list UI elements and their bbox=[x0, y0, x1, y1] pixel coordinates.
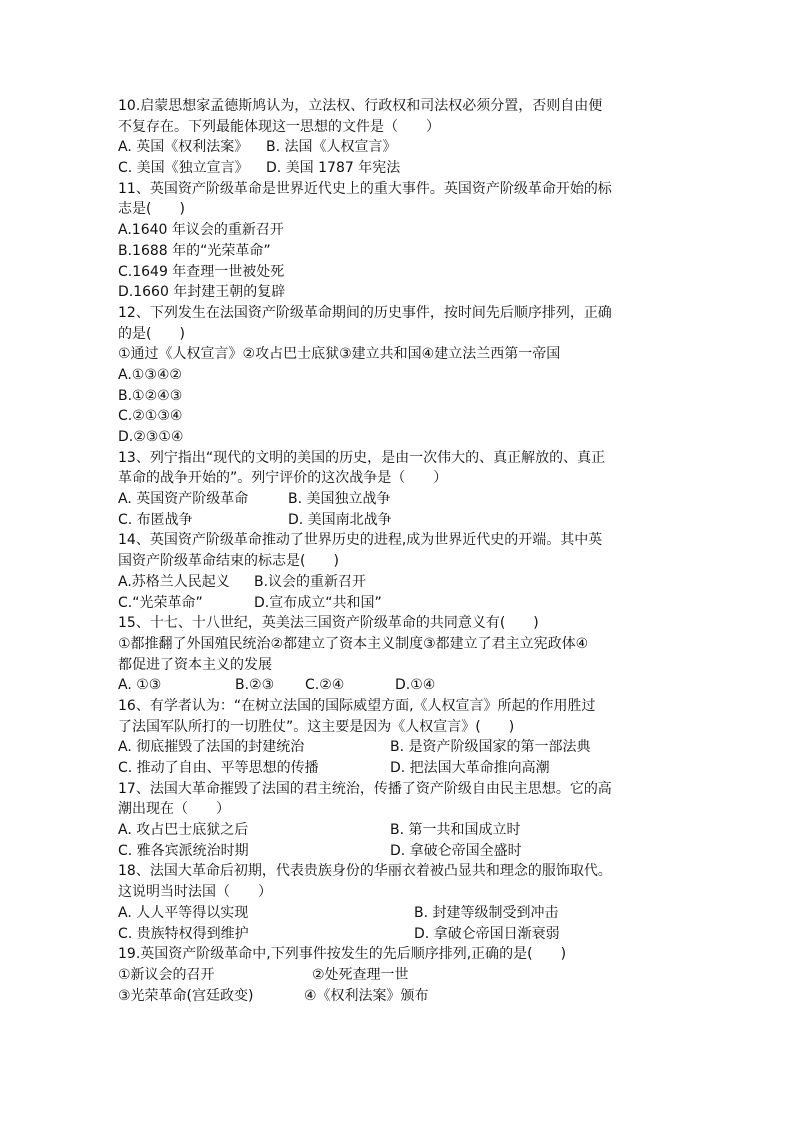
question-stem: 不复存在。下列最能体现这一思想的文件是（ ） bbox=[118, 118, 440, 135]
option-d: D.宣布成立“共和国” bbox=[254, 594, 382, 611]
question-stem: 潮出现在（ ） bbox=[118, 801, 230, 818]
options-row bbox=[118, 758, 684, 779]
options-row bbox=[118, 986, 684, 1007]
options-row bbox=[118, 489, 684, 510]
option-d: D. 拿破仑帝国全盛时 bbox=[390, 842, 522, 859]
option-b: B.1688 年的“光荣革命” bbox=[118, 242, 271, 259]
options-row bbox=[118, 924, 684, 945]
question-stem: 这说明当时法国（ ） bbox=[118, 884, 272, 901]
item-2: ②处死查理一世 bbox=[312, 966, 409, 983]
options-row bbox=[118, 841, 684, 862]
option-a: A.1640 年议会的重新召开 bbox=[118, 222, 284, 239]
options-row bbox=[118, 572, 684, 593]
question-13 bbox=[118, 448, 684, 531]
option-c: C.1649 年查理一世被处死 bbox=[118, 263, 285, 280]
question-16 bbox=[118, 696, 684, 779]
option-b: B.议会的重新召开 bbox=[254, 573, 367, 590]
options-row bbox=[118, 675, 684, 696]
question-stem: 13、列宁指出“现代的文明的美国的历史，是由一次伟大的、真正解放的、真正 bbox=[118, 449, 606, 466]
option-d: D.②③①④ bbox=[118, 429, 184, 445]
option-c: C. 雅各宾派统治时期 bbox=[118, 842, 249, 859]
question-stem: 11、英国资产阶级革命是世界近代史上的重大事件。英国资产阶级革命开始的标 bbox=[118, 180, 612, 197]
option-c: C.②①③④ bbox=[118, 408, 183, 425]
options-row bbox=[118, 903, 684, 924]
option-a: A. 人人平等得以实现 bbox=[118, 904, 249, 921]
question-stem: 12、下列发生在法国资产阶级革命期间的历史事件，按时间先后顺序排列，正确 bbox=[118, 304, 612, 321]
question-14 bbox=[118, 530, 684, 613]
option-a: A. 英国资产阶级革命 bbox=[118, 491, 249, 508]
option-a: A. ①③ bbox=[118, 677, 162, 694]
option-c: C. 贵族特权得到维护 bbox=[118, 925, 249, 942]
question-stem: ①都推翻了外国殖民统治②都建立了资本主义制度③都建立了君主立宪政体④ bbox=[118, 635, 589, 652]
option-a: A. 攻占巴士底狱之后 bbox=[118, 822, 249, 839]
question-10 bbox=[118, 96, 684, 179]
options-row bbox=[118, 593, 684, 614]
option-b: B.②③ bbox=[235, 677, 275, 694]
options-row bbox=[118, 158, 684, 179]
question-19 bbox=[118, 944, 684, 1006]
option-c: C. 推动了自由、平等思想的传播 bbox=[118, 760, 319, 776]
question-11 bbox=[118, 179, 684, 303]
option-d: D. 美国南北战争 bbox=[288, 511, 392, 528]
option-d: D. 美国 1787 年宪法 bbox=[266, 160, 401, 177]
option-a: A. 英国《权利法案》 bbox=[118, 139, 249, 156]
option-c: C.②④ bbox=[305, 677, 345, 694]
option-d: D. 拿破仑帝国日渐衰弱 bbox=[414, 925, 560, 942]
option-b: B. 法国《人权宣言》 bbox=[266, 139, 397, 156]
question-stem: 15、十七、十八世纪，英美法三国资产阶级革命的共同意义有( ) bbox=[118, 615, 539, 632]
options-row bbox=[118, 820, 684, 841]
option-d: D.①④ bbox=[395, 677, 436, 694]
options-row bbox=[118, 137, 684, 158]
option-b: B. 美国独立战争 bbox=[288, 491, 391, 508]
option-a: A. 彻底摧毁了法国的封建统治 bbox=[118, 739, 305, 756]
options-row bbox=[118, 510, 684, 531]
question-stem: ①通过《人权宣言》②攻占巴士底狱③建立共和国④建立法兰西第一帝国 bbox=[118, 346, 561, 363]
options-row bbox=[118, 965, 684, 986]
options-row bbox=[118, 737, 684, 758]
option-b: B. 是资产阶级国家的第一部法典 bbox=[390, 739, 591, 756]
question-stem: 18、法国大革命后初期，代表贵族身份的华丽衣着被凸显共和理念的服饰取代。 bbox=[118, 863, 612, 880]
option-b: B.①②④③ bbox=[118, 387, 183, 404]
question-17 bbox=[118, 779, 684, 862]
question-12 bbox=[118, 303, 684, 448]
option-c: C. 美国《独立宣言》 bbox=[118, 160, 249, 177]
option-b: B. 第一共和国成立时 bbox=[390, 822, 521, 839]
option-b: B. 封建等级制受到冲击 bbox=[414, 904, 559, 921]
question-stem: 14、英国资产阶级革命推动了世界历史的进程,成为世界近代史的开端。其中英 bbox=[118, 532, 603, 549]
question-stem: 10.启蒙思想家孟德斯鸠认为，立法权、行政权和司法权必须分置，否则自由便 bbox=[118, 98, 603, 114]
question-stem: 16、有学者认为：“在树立法国的国际威望方面,《人权宣言》所起的作用胜过 bbox=[118, 697, 596, 714]
question-stem: 的是( ) bbox=[118, 325, 185, 342]
option-a: A.苏格兰人民起义 bbox=[118, 573, 230, 590]
question-stem: 了法国军队所打的一切胜仗”。这主要是因为《人权宣言》( ) bbox=[118, 718, 515, 735]
item-1: ①新议会的召开 bbox=[118, 966, 215, 983]
option-c: C. 布匿战争 bbox=[118, 511, 193, 528]
item-3: ③光荣革命(宫廷政变) bbox=[118, 987, 254, 1004]
question-stem: 19.英国资产阶级革命中,下列事件按发生的先后顺序排列,正确的是( ) bbox=[118, 946, 567, 963]
question-sheet bbox=[118, 96, 684, 1006]
option-d: D.1660 年封建王朝的复辟 bbox=[118, 284, 286, 301]
question-stem: 17、法国大革命摧毁了法国的君主统治，传播了资产阶级自由民主思想。它的高 bbox=[118, 780, 612, 797]
question-15 bbox=[118, 613, 684, 696]
item-4: ④《权利法案》颁布 bbox=[304, 987, 429, 1004]
option-a: A.①③④② bbox=[118, 366, 182, 383]
question-stem: 志是( ) bbox=[118, 201, 185, 218]
question-stem: 国资产阶级革命结束的标志是( ) bbox=[118, 553, 339, 570]
question-stem: 革命的战争开始的”。列宁评价的这次战争是（ ） bbox=[118, 470, 448, 487]
question-stem: 都促进了资本主义的发展 bbox=[118, 656, 272, 673]
option-c: C.“光荣革命” bbox=[118, 594, 203, 611]
option-d: D. 把法国大革命推向高潮 bbox=[390, 760, 550, 776]
question-18 bbox=[118, 861, 684, 944]
